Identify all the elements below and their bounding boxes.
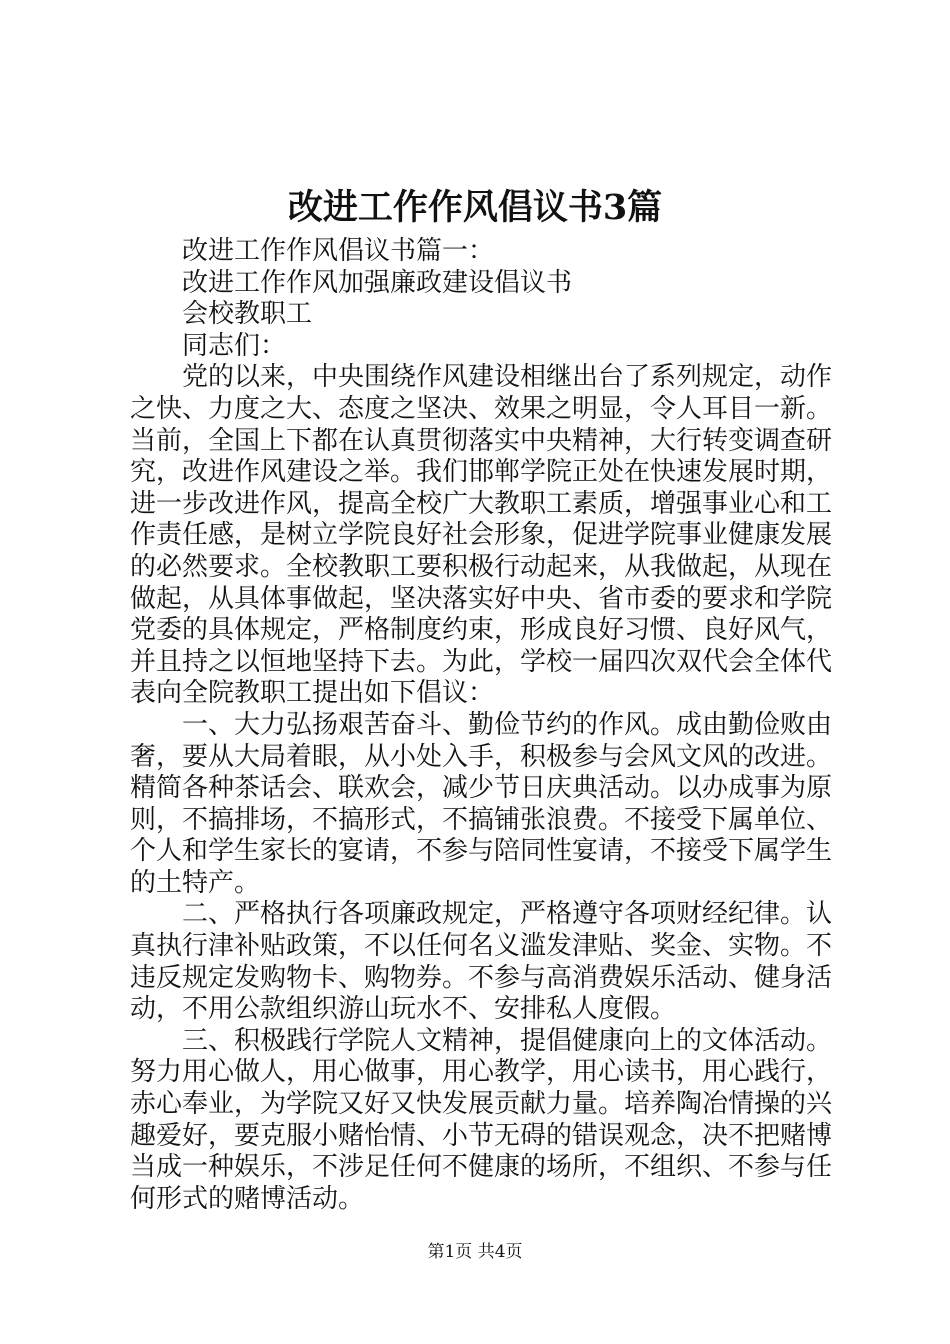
paragraph-line: 个人和学生家长的宴请，不参与陪同性宴请，不接受下属学生 [130,836,833,867]
paragraph-line: 何形式的赌博活动。 [130,1183,365,1214]
paragraph-line: 并且持之以恒地坚持下去。为此，学校一届四次双代会全体代 [130,646,833,677]
paragraph-line: 党的以来，中央围绕作风建设相继出台了系列规定，动作 [182,362,833,393]
paragraph-line: 之快、力度之大、态度之坚决、效果之明显，令人耳目一新。 [130,393,833,424]
paragraph-line: 努力用心做人，用心做事，用心教学，用心读书，用心践行， [130,1057,833,1088]
paragraph-line: 的必然要求。全校教职工要积极行动起来，从我做起，从现在 [130,551,833,582]
paragraph-line: 赤心奉业，为学院又好又快发展贡献力量。培养陶冶情操的兴 [130,1089,833,1120]
paragraph-line: 精简各种茶话会、联欢会，减少节日庆典活动。以办成事为原 [130,773,833,804]
paragraph-line: 做起，从具体事做起，坚决落实好中央、省市委的要求和学院 [130,583,833,614]
page-number: 第1页 共4页 [427,1242,523,1262]
paragraph-line: 当前，全国上下都在认真贯彻落实中央精神，大行转变调查研 [130,425,833,456]
paragraph-line: 则，不搞排场，不搞形式，不搞铺张浪费。不接受下属单位、 [130,804,833,835]
paragraph-line: 党委的具体规定，严格制度约束，形成良好习惯、良好风气， [130,615,833,646]
paragraph-line: 的土特产。 [130,867,261,898]
paragraph-line: 作责任感，是树立学院良好社会形象，促进学院事业健康发展 [130,520,833,551]
paragraph-line: 表向全院教职工提出如下倡议： [130,678,495,709]
document-body [130,236,833,1215]
addressee: 会校教职工 [182,299,313,330]
paragraph-line: 动，不用公款组织游山玩水不、安排私人度假。 [130,994,677,1025]
salutation: 同志们： [182,330,287,361]
paragraph-line: 奢，要从大局着眼，从小处入手，积极参与会风文风的改进。 [130,741,833,772]
paragraph-line: 究，改进作风建设之举。我们邯郸学院正处在快速发展时期， [130,457,833,488]
paragraph-line: 违反规定发购物卡、购物券。不参与高消费娱乐活动、健身活 [130,962,833,993]
paragraph-line: 趣爱好，要克服小赌怡情、小节无碍的错误观念，决不把赌博 [130,1120,833,1151]
paragraph-line: 二、严格执行各项廉政规定，严格遵守各项财经纪律。认 [182,899,833,930]
paragraph-line: 进一步改进作风，提高全校广大教职工素质，增强事业心和工 [130,488,833,519]
paragraph-line: 当成一种娱乐，不涉足任何不健康的场所，不组织、不参与任 [130,1152,833,1183]
paragraph-line: 一、大力弘扬艰苦奋斗、勤俭节约的作风。成由勤俭败由 [182,709,833,740]
paragraph-line: 真执行津补贴政策，不以任何名义滥发津贴、奖金、实物。不 [130,931,833,962]
section-heading: 改进工作作风倡议书篇一： [182,236,495,266]
paragraph-line: 三、积极践行学院人文精神，提倡健康向上的文体活动。 [182,1025,833,1056]
document-title: 改进工作作风倡议书3篇 [287,187,663,228]
proposal-title: 改进工作作风加强廉政建设倡议书 [182,267,573,298]
